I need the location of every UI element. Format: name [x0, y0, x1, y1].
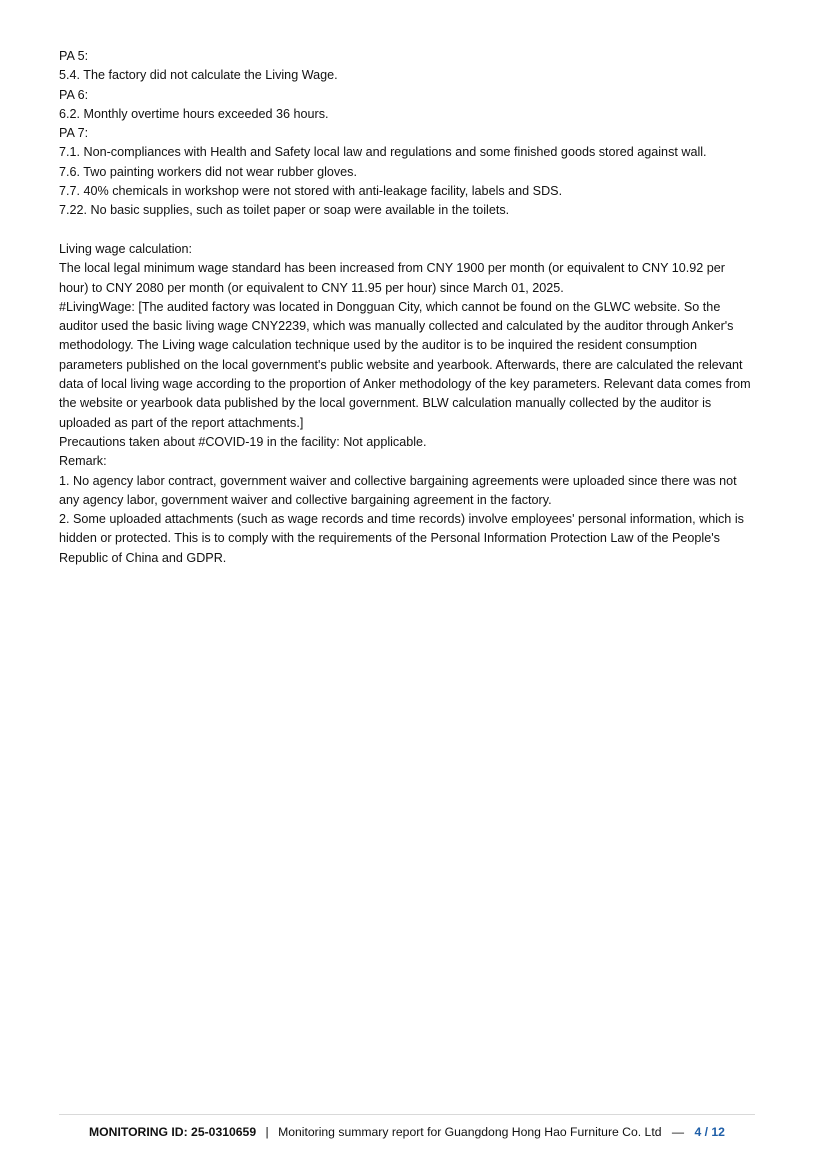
monitoring-id-label: MONITORING ID:	[89, 1125, 188, 1139]
footer-dash: —	[671, 1125, 685, 1139]
remark-heading: Remark:	[59, 454, 107, 469]
footer-divider	[59, 1114, 755, 1115]
finding-label: PA 7:	[59, 126, 89, 141]
covid-precautions-text: Precautions taken about #COVID-19 in the facility: Not applicable.	[59, 434, 427, 449]
finding-item: 7.7. 40% chemicals in workshop were not stored with anti-leakage facility, labels and SDS.	[59, 184, 563, 199]
living-wage-hashtag-text: #LivingWage: [The audited factory was located in Dongguan City, which cannot be found on the GLWC website. So the auditor used the basic living wage CNY2239, which was manually collected and calculated by the auditor through Anker's methodology. The Living wage calculation technique used by the auditor is to be inquired the resident consumption parameters published on the local government's public website and yearbook. Afterwards, there are calculated the relevant data of local living wage according to the proportion of Anker methodology of the key parameters. Relevant data comes from the website or yearbook data published by the local government. BLW calculation manually collected by the auditor is uploaded as part of the report attachments.]	[59, 299, 751, 430]
remark-section	[59, 452, 755, 568]
page-footer	[59, 1124, 755, 1140]
finding-item: 7.6. Two painting workers did not wear rubber gloves.	[59, 164, 357, 179]
section-spacer	[59, 221, 755, 240]
minimum-wage-text: The local legal minimum wage standard has been increased from CNY 1900 per month (or equivalent to CNY 10.92 per hour) to CNY 2080 per month (or equivalent to CNY 11.95 per hour) since March 01, 2025.	[59, 261, 725, 295]
finding-item: 6.2. Monthly overtime hours exceeded 36 hours.	[59, 106, 329, 121]
report-summary-title: Monitoring summary report for Guangdong Hong Hao Furniture Co. Ltd	[278, 1125, 662, 1139]
finding-label: PA 5:	[59, 49, 89, 63]
page-number: 4 / 12	[694, 1125, 725, 1139]
finding-item: 7.1. Non-compliances with Health and Safety local law and regulations and some finished goods stored against wall.	[59, 145, 707, 160]
living-wage-section	[59, 240, 755, 452]
remark-item: 2. Some uploaded attachments (such as wage records and time records) involve employees' personal information, which is hidden or protected. This is to comply with the requirements of the Personal Information Protection Law of the People's Republic of China and GDPR.	[59, 512, 744, 565]
footer-separator: |	[265, 1125, 269, 1139]
monitoring-id-value: 25-0310659	[191, 1125, 257, 1139]
finding-item: 7.22. No basic supplies, such as toilet paper or soap were available in the toilets.	[59, 203, 510, 218]
findings-section	[59, 47, 755, 221]
finding-item: 5.4. The factory did not calculate the Living Wage.	[59, 68, 338, 83]
finding-label: PA 6:	[59, 87, 89, 102]
remark-item: 1. No agency labor contract, government waiver and collective bargaining agreements were uploaded since there was not any agency labor, government waiver and collective bargaining agreement in the factory.	[59, 473, 737, 507]
report-body	[59, 47, 755, 568]
living-wage-heading: Living wage calculation:	[59, 241, 193, 256]
